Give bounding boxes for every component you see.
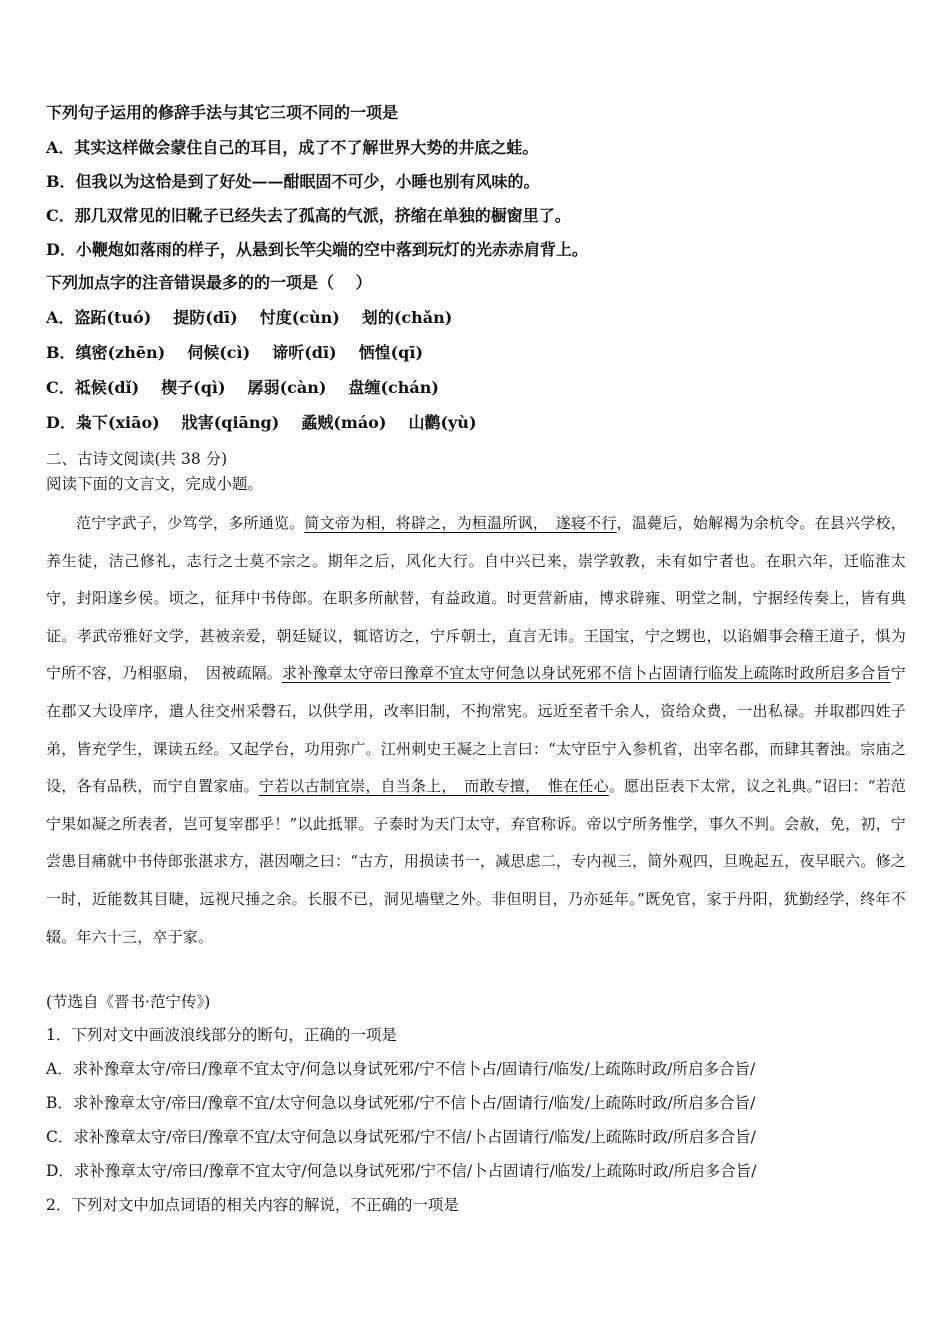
- pinyin-option-d: [46, 413, 477, 433]
- option-label: D．: [46, 413, 76, 432]
- rhetoric-option-a: A．其实这样做会蒙住自己的耳目，成了不了解世界大势的井底之蛙。: [46, 138, 539, 157]
- passage-source: (节选自《晋书·范宁传》): [46, 993, 211, 1011]
- pinyin-item: 谛听(dī): [272, 343, 337, 362]
- question-2-stem: 2．下列对文中加点词语的相关内容的解说，不正确的一项是: [46, 1196, 459, 1214]
- classical-passage: [46, 505, 906, 956]
- question-rhetoric-stem: 下列句子运用的修辞手法与其它三项不同的一项是: [46, 103, 399, 122]
- section-heading: 二、古诗文阅读(共 38 分): [46, 450, 228, 468]
- pinyin-item: 刬的(chǎn): [361, 308, 453, 327]
- pinyin-item: 提防(dī): [173, 308, 238, 327]
- rhetoric-option-d: D．小鞭炮如落雨的样子，从悬到长竿尖端的空中落到玩灯的光赤赤肩背上。: [46, 240, 588, 259]
- pinyin-item: 忖度(cùn): [259, 308, 340, 327]
- passage-text: 宁在郡又大设庠序，遣人往交州采磬石，以供学用，改率旧制，不拘常宪。远近至者千余人，资给众费，一出私禄。并取郡四姓子弟，皆充学生，课读五经。又起学台，功用弥广。江州刺史王凝之上言曰：“太守臣宁入参机省，出宰名郡，而肆其奢浊。宗庙之设，各有品秩，而宁自置家庙。: [46, 664, 906, 796]
- option-label: A．: [46, 308, 75, 327]
- wavy-line-segment: 求补豫章太守帝曰豫章不宜太守何急以身试死邪不信卜占固请行临发上疏陈时政所启多合旨: [282, 664, 891, 683]
- pinyin-item: 戕害(qiāng): [181, 413, 280, 432]
- pinyin-option-c: [46, 378, 439, 398]
- q1-option-d: D．求补豫章太守/帝曰/豫章不宜太守/何急以身试死邪/宁不信/卜占固请行/临发/上疏陈时政/所启多合旨/: [46, 1162, 757, 1180]
- q1-option-c: C．求补豫章太守/帝曰/豫章不宜/太守何急以身试死邪/宁不信/卜占固请行/临发/上疏陈时政/所启多合旨/: [46, 1128, 756, 1146]
- pinyin-item: 楔子(qì): [161, 378, 226, 397]
- pinyin-option-b: [46, 343, 423, 363]
- passage-text: 。愿出臣表下太常，议之礼典。”诏曰：“若范宁果如凝之所表者，岂可复宰郡乎！”以此抵罪。子泰时为天门太守，弃官称诉。帝以宁所务惟学，事久不判。会赦，免，初，宁尝患目痛就中书侍郎张湛求方，湛因嘲之曰：“古方，用损读书一，减思虑二，专内视三，简外观四，旦晚起五，夜早眠六。修之一时，近能数其目睫，远视尺捶之余。长服不已，洞见墙壁之外。非但明目，乃亦延年。”既免官，家于丹阳，犹勤经学，终年不辍。年六十三，卒于家。: [46, 777, 906, 946]
- question-pinyin-stem: 下列加点字的注音错误最多的的一项是（ ）: [46, 273, 372, 292]
- option-label: B．: [46, 343, 76, 362]
- pinyin-item: 盗跖(tuó): [74, 308, 152, 327]
- pinyin-item: 枭下(xiāo): [75, 413, 160, 432]
- underlined-segment: 宁若以古制宜崇，自当条上， 而敢专擅， 惟在任心: [258, 777, 609, 796]
- section-instruction: 阅读下面的文言文，完成小题。: [46, 475, 264, 493]
- pinyin-item: 山鹳(yù): [408, 413, 477, 432]
- rhetoric-option-c: C．那几双常见的旧靴子已经失去了孤高的气派，挤缩在单独的橱窗里了。: [46, 206, 571, 225]
- rhetoric-option-b: B．但我以为这恰是到了好处——酣眠固不可少，小睡也别有风味的。: [46, 172, 540, 191]
- pinyin-option-a: [46, 308, 452, 328]
- pinyin-item: 缜密(zhēn): [75, 343, 166, 362]
- q1-option-a: A．求补豫章太守/帝曰/豫章不宜太守/何急以身试死邪/宁不信卜占/固请行/临发/上疏陈时政/所启多合旨/: [46, 1060, 756, 1078]
- passage-text: 范宁字武子，少笃学，多所通览。: [76, 514, 305, 532]
- q1-option-b: B．求补豫章太守/帝曰/豫章不宜/太守何急以身试死邪/宁不信卜占/固请行/临发/上疏陈时政/所启多合旨/: [46, 1094, 756, 1112]
- question-1-stem: 1．下列对文中画波浪线部分的断句，正确的一项是: [46, 1026, 397, 1044]
- pinyin-item: 伺候(cì): [187, 343, 251, 362]
- pinyin-item: 恓惶(qī): [358, 343, 424, 362]
- underlined-segment: 简文帝为相，将辟之，为桓温所讽， 遂寝不行: [304, 514, 617, 532]
- pinyin-item: 蟊贼(máo): [301, 413, 387, 432]
- pinyin-item: 孱弱(càn): [247, 378, 327, 397]
- pinyin-item: 祗候(dǐ): [74, 378, 140, 397]
- option-label: C．: [46, 378, 75, 397]
- passage-text: ，温薨后，始解褐为余杭令。在县兴学校，养生徒，洁己修礼，志行之士莫不宗之。期年之后，风化大行。自中兴已来，崇学敦教，未有如宁者也。在职六年，迁临淮太守，封阳遂乡侯。顷之，征拜中书侍郎。在职多所献替，有益政道。时更营新庙，博求辟雍、明堂之制，宁据经传奏上，皆有典证。孝武帝雅好文学，甚被亲爱，朝廷疑议，辄谘访之，宁斥朝士，直言无讳。王国宝，宁之甥也，以谄媚事会稽王道子，惧为宁所不容，乃相驱扇， 因被疏隔。: [46, 514, 906, 683]
- pinyin-item: 盘缠(chán): [348, 378, 440, 397]
